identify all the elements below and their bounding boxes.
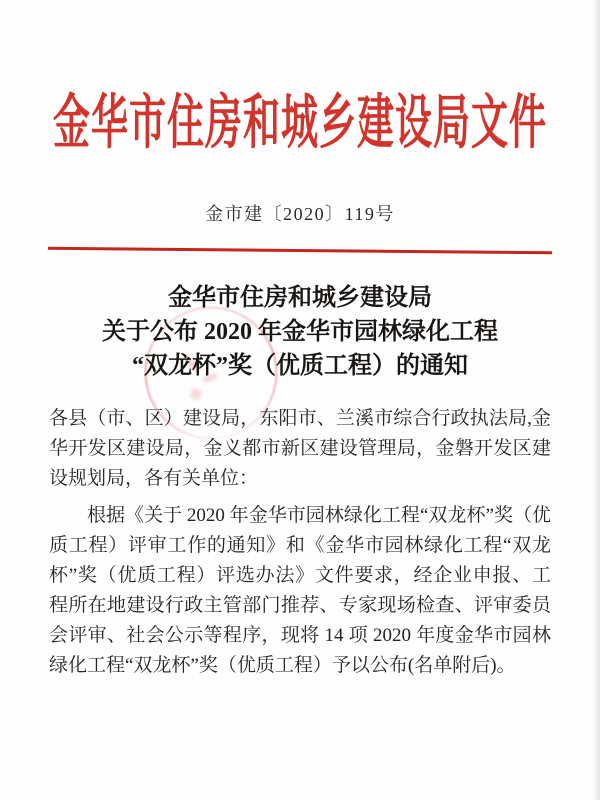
document-title-line1: 金华市住房和城乡建设局 xyxy=(168,285,432,311)
document-number: 金市建〔2020〕119号 xyxy=(205,204,395,224)
document-title xyxy=(0,281,600,383)
document-title-line2: 关于公布 2020 年金华市园林绿化工程 xyxy=(102,319,498,345)
document-body xyxy=(49,404,551,681)
document-title-line3: “双龙杯”奖（优质工程）的通知 xyxy=(132,353,468,379)
red-divider-line xyxy=(48,247,552,254)
main-paragraph: 根据《关于 2020 年金华市园林绿化工程“双龙杯”奖（优质工程）评审工作的通知》和《金华市园林绿化工程“双龙杯”奖（优质工程）评选办法》文件要求，经企业申报、工程所在地建设行政主管部门推荐、专家现场检查、评审委员会评审、社会公示等程序，现将 14 项 2020 年度金华市园林绿化工程“双龙杯”奖（优质工程）予以公布(名单附后)。 xyxy=(49,505,551,676)
seal-inner-mark xyxy=(189,387,202,400)
recipients-paragraph: 各县（市、区）建设局，东阳市、兰溪市综合行政执法局,金华开发区建设局，金义都市新区建设管理局，金磐开发区建设规划局，各有关单位： xyxy=(49,408,551,489)
red-header-title: 金华市住房和城乡建设局文件 xyxy=(53,91,547,157)
